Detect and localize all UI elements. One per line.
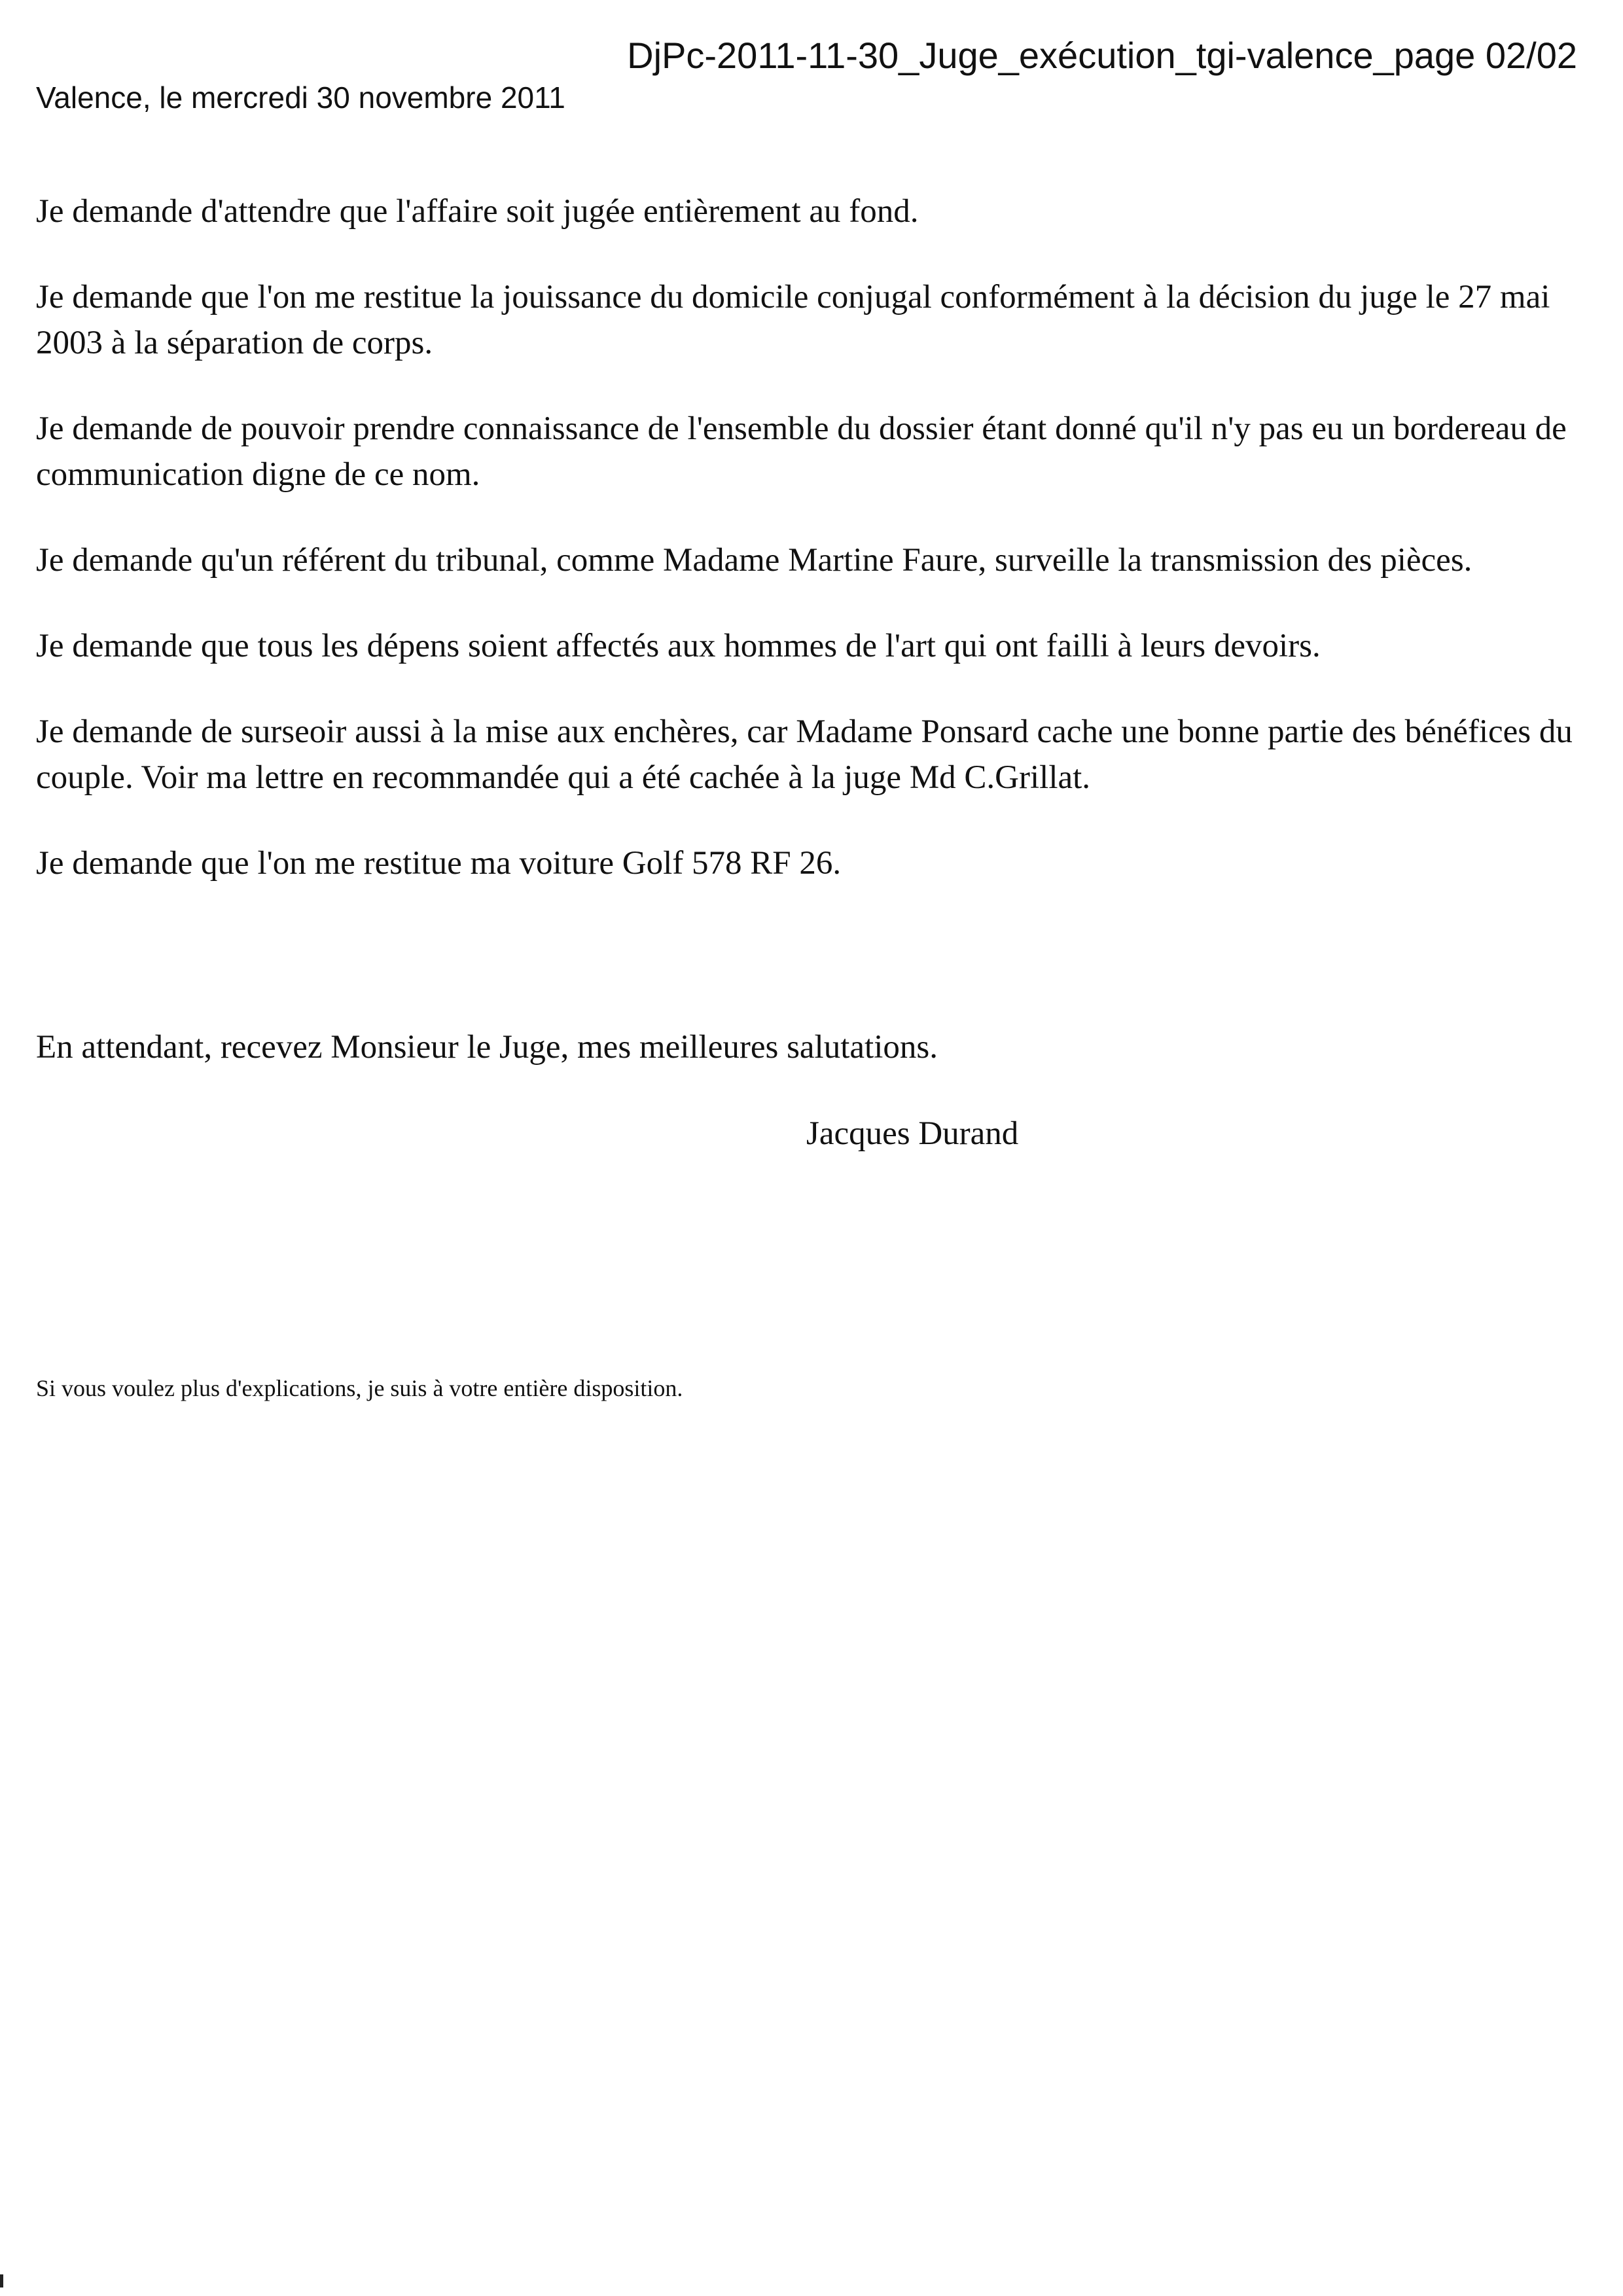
request-paragraph: Je demande de surseoir aussi à la mise aux enchères, car Madame Ponsard cache une bonne partie des bénéfices du couple. Voir ma lettre en recommandée qui a été cachée à la juge Md C.Grillat. — [36, 713, 1573, 796]
footnote-text: Si vous voulez plus d'explications, je suis à votre entière disposition. — [36, 1375, 683, 1401]
request-paragraph: Je demande que l'on me restitue la jouissance du domicile conjugal conformément à la décision du juge le 27 mai 2003 à la séparation de corps. — [36, 279, 1550, 361]
request-paragraph: Je demande de pouvoir prendre connaissance de l'ensemble du dossier étant donné qu'il n'y pas eu un bordereau de communication digne de ce nom. — [36, 410, 1567, 493]
request-paragraph: Je demande qu'un référent du tribunal, comme Madame Martine Faure, surveille la transmission des pièces. — [36, 542, 1472, 579]
scan-artifact-mark — [0, 2274, 3, 2287]
document-reference: DjPc-2011-11-30_Juge_exécution_tgi-valence_page 02/02 — [627, 35, 1577, 76]
request-paragraph: Je demande d'attendre que l'affaire soit jugée entièrement au fond. — [36, 193, 919, 230]
closing-salutation: En attendant, recevez Monsieur le Juge, mes meilleures salutations. — [36, 1029, 938, 1066]
date-line: Valence, le mercredi 30 novembre 2011 — [36, 81, 565, 115]
letter-body — [36, 188, 1587, 926]
request-paragraph: Je demande que l'on me restitue ma voiture Golf 578 RF 26. — [36, 845, 842, 882]
signature-name: Jacques Durand — [806, 1115, 1019, 1152]
request-paragraph: Je demande que tous les dépens soient affectés aux hommes de l'art qui ont failli à leurs devoirs. — [36, 628, 1321, 664]
